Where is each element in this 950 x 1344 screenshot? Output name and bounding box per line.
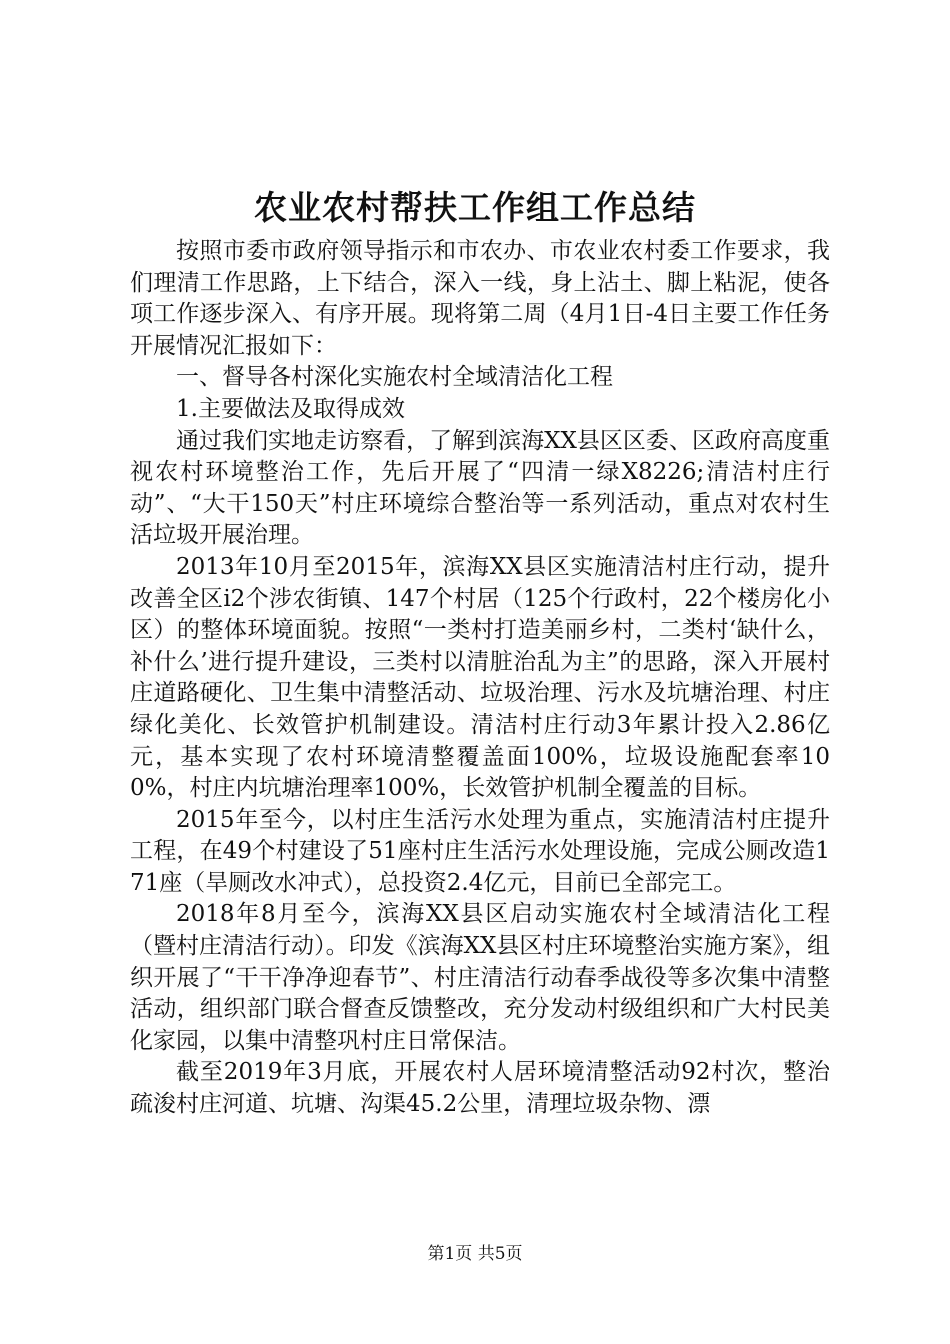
document-body — [130, 236, 830, 1121]
document-title: 农业农村帮扶工作组工作总结 — [254, 188, 696, 227]
subsection-heading: 1.主要做法及取得成效 — [176, 395, 405, 422]
section-heading: 一、督导各村深化实施农村全域清洁化工程 — [176, 364, 613, 391]
paragraph-intro: 按照市委市政府领导指示和市农办、市农业农村委工作要求，我们理清工作思路，上下结合，深入一线，身上沾土、脚上粘泥，使各项工作逐步深入、有序开展。现将第二周（4月1日-4日主要工作任务开展情况汇报如下： — [130, 238, 830, 359]
page-number: 第1页 共5页 — [427, 1244, 523, 1264]
paragraph: 2015年至今，以村庄生活污水处理为重点，实施清洁村庄提升工程，在49个村建设了51座村庄生活污水处理设施，完成公厕改造171座（旱厕改水冲式），总投资2.4亿元，目前已全部完工。 — [130, 806, 830, 896]
paragraph: 通过我们实地走访察看，了解到滨海XX县区区委、区政府高度重视农村环境整治工作，先后开展了“四清一绿X8226;清洁村庄行动”、“大干150天”村庄环境综合整治等一系列活动，重点对农村生活垃圾开展治理。 — [130, 427, 830, 549]
paragraph: 2013年10月至2015年，滨海XX县区实施清洁村庄行动，提升改善全区i2个涉农街镇、147个村居（125个行政村，22个楼房化小区）的整体环境面貌。按照“一类村打造美丽乡村，二类村‘缺什么，补什么’进行提升建设，三类村以清脏治乱为主”的思路，深入开展村庄道路硬化、卫生集中清整活动、垃圾治理、污水及坑塘治理、村庄绿化美化、长效管护机制建设。清洁村庄行动3年累计投入2.86亿元，基本实现了农村环境清整覆盖面100%，垃圾设施配套率100%，村庄内坑塘治理率100%，长效管护机制全覆盖的目标。 — [130, 553, 830, 802]
paragraph: 截至2019年3月底，开展农村人居环境清整活动92村次，整治疏浚村庄河道、坑塘、沟渠45.2公里，清理垃圾杂物、漂 — [130, 1059, 830, 1118]
paragraph: 2018年8月至今，滨海XX县区启动实施农村全域清洁化工程（暨村庄清洁行动）。印发《滨海XX县区村庄环境整治实施方案》，组织开展了“干干净净迎春节”、村庄清洁行动春季战役等多次集中清整活动，组织部门联合督查反馈整改，充分发动村级组织和广大村民美化家园，以集中清整巩村庄日常保洁。 — [130, 901, 830, 1054]
